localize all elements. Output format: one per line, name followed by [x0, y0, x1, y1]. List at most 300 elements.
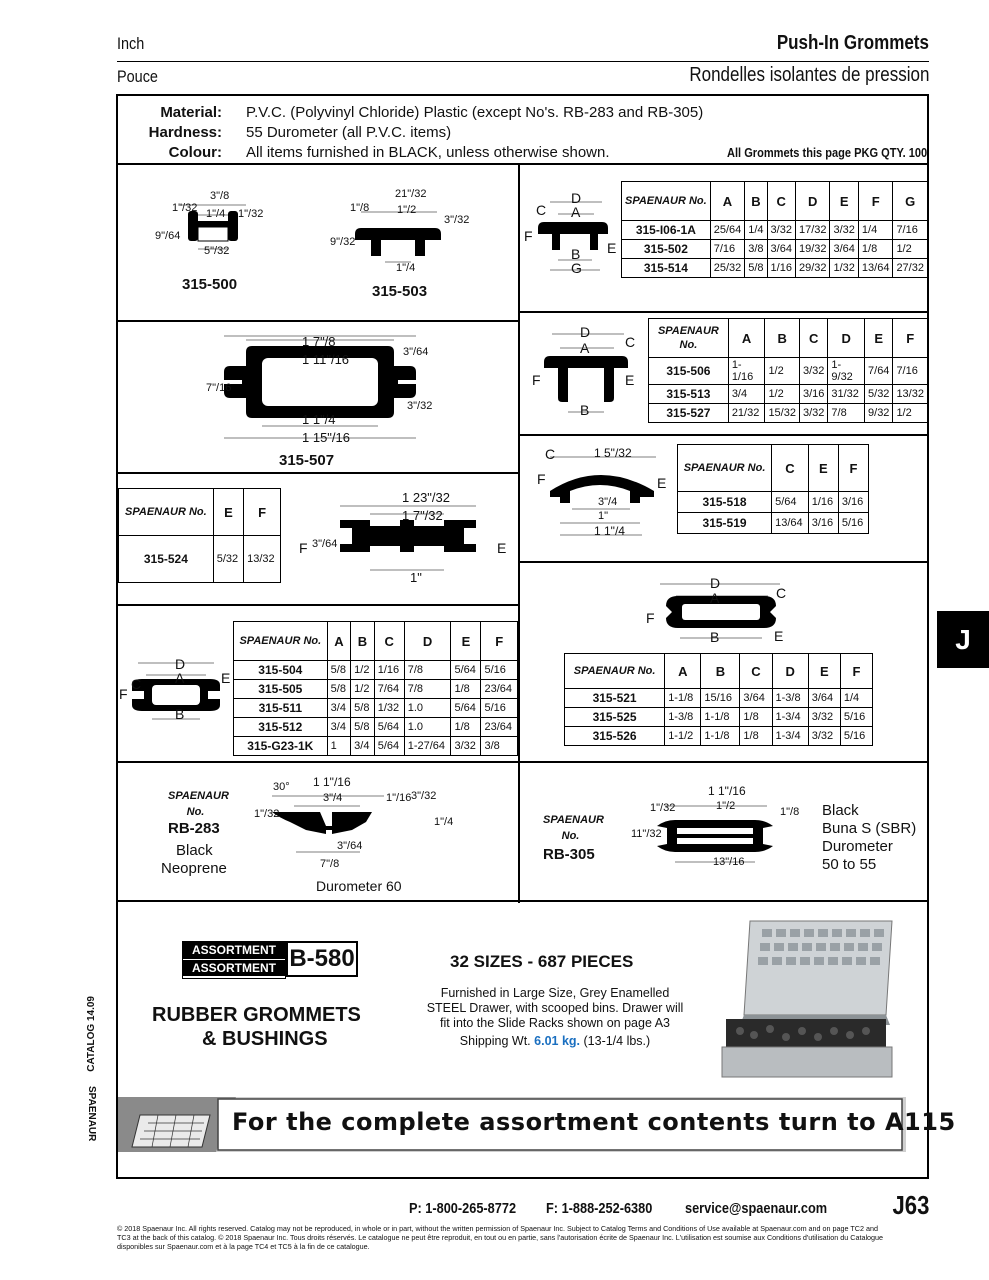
col-f: F: [838, 445, 868, 492]
table-row: [234, 718, 518, 737]
dim-letter: D: [175, 656, 186, 672]
spec-value-cell: 3/32: [799, 404, 827, 423]
spec-value-cell: 3/64: [740, 689, 772, 708]
divider: [116, 604, 520, 606]
spec-value-cell: 3/8: [481, 737, 518, 756]
col-e: E: [451, 622, 481, 661]
col-c: C: [740, 654, 772, 689]
footer-email[interactable]: service@spaenaur.com: [685, 1200, 828, 1217]
assortment-desc-3: fit into the Slide Racks shown on page A3: [439, 1016, 670, 1030]
spec-value-cell: 3/32: [767, 221, 795, 240]
spec-value-cell: 3/32: [799, 358, 827, 385]
spec-value-cell: 9/32: [865, 404, 893, 423]
spec-value-cell: 1/2: [765, 385, 800, 404]
dim-label: 1"/32: [254, 808, 280, 820]
dim-letter: E: [497, 540, 507, 556]
dim-letter: A: [710, 590, 720, 606]
rb283-colour: Black: [176, 842, 213, 859]
dim-label: 11"/32: [631, 828, 662, 840]
spec-value-cell: 25/32: [710, 259, 745, 278]
table-row: [649, 385, 928, 404]
dim-letter: F: [532, 372, 541, 388]
spec-value-cell: 1/16: [808, 492, 838, 513]
table-row: [649, 358, 928, 385]
footer-fax: F: 1-888-252-6380: [546, 1200, 653, 1217]
dim-label: 1"/2: [716, 800, 736, 812]
col-b: B: [351, 622, 375, 661]
dim-label: 1"/32: [650, 802, 676, 814]
dim-label: 1 11"/16: [302, 352, 350, 367]
table-row: [622, 259, 928, 278]
assortment-code: B-580: [286, 941, 358, 977]
shipping-lbs: (13-1/4 lbs.): [583, 1034, 651, 1048]
spec-value-cell: 1/8: [858, 240, 893, 259]
dim-label: 1 1"/4: [302, 412, 336, 427]
spec-value-cell: 1-3/8: [665, 708, 701, 727]
dim-letter: E: [221, 670, 231, 686]
spec-value-cell: 7/8: [404, 680, 451, 699]
rb283-sp-label: SPAENAUR No.: [168, 790, 229, 818]
col-f: F: [244, 489, 281, 536]
part-number-cell: 315-525: [565, 708, 665, 727]
dim-letter: E: [607, 240, 617, 256]
col-no: SPAENAUR No.: [678, 445, 772, 492]
spec-value-cell: 19/32: [795, 240, 830, 259]
part-number-cell: 315-506: [649, 358, 729, 385]
spec-value-cell: 7/64: [865, 358, 893, 385]
spec-value-cell: 5/16: [481, 661, 518, 680]
drawer-photo: [720, 915, 900, 1080]
dim-letter: A: [175, 670, 185, 686]
spec-value-cell: 13/64: [772, 513, 809, 534]
table-row: [565, 689, 873, 708]
dim-label: 1"/8: [350, 202, 370, 214]
spec-value-cell: 5/8: [745, 259, 767, 278]
dim-letter: D: [710, 575, 721, 591]
part-number-cell: 315-511: [234, 699, 328, 718]
col-d: D: [828, 319, 865, 358]
table-row: [234, 661, 518, 680]
rb283-durometer: Durometer 60: [316, 878, 402, 894]
dim-letter: F: [524, 228, 533, 244]
spec-value-cell: 1/32: [830, 259, 858, 278]
spec-value-cell: 13/64: [858, 259, 893, 278]
spec-value-cell: 1/32: [374, 699, 404, 718]
assortment-title-2: & BUSHINGS: [202, 1028, 328, 1050]
page-number: J63: [892, 1190, 929, 1220]
caption-315-507: 315-507: [279, 452, 335, 469]
assortment-desc-2: STEEL Drawer, with scooped bins. Drawer will: [426, 1001, 684, 1015]
spec-value-cell: 5/64: [374, 737, 404, 756]
dim-label: 1 1"/16: [708, 784, 746, 798]
dim-letter: F: [646, 610, 655, 626]
spec-value-cell: 3/64: [830, 240, 858, 259]
table-row: [565, 708, 873, 727]
spec-value-cell: 3/16: [838, 492, 868, 513]
spec-value-cell: 1/2: [893, 404, 928, 423]
dim-label: 1 15"/16: [302, 430, 350, 445]
spec-value-cell: 5/64: [451, 699, 481, 718]
hardness-label: Hardness:: [148, 124, 222, 141]
dim-label: 1 7"/32: [402, 508, 443, 523]
spec-value-cell: 1-3/4: [772, 708, 808, 727]
spec-value-cell: 21/32: [728, 404, 765, 423]
table-315-518: [677, 444, 869, 534]
divider: [116, 900, 929, 902]
assortment-desc-1: Furnished in Large Size, Grey Enamelled: [440, 986, 670, 1000]
col-no: SPAENAUR No.: [119, 489, 214, 536]
spec-value-cell: 1-3/8: [772, 689, 808, 708]
dim-label: 3"/64: [337, 840, 363, 852]
rb283-material: Neoprene: [161, 860, 227, 877]
col-a: A: [327, 622, 351, 661]
divider: [116, 320, 520, 322]
spec-value-cell: 1/2: [893, 240, 928, 259]
dim-label: 7"/16: [206, 382, 232, 394]
assortment-label-1: ASSORTMENT: [183, 942, 285, 959]
col-e: E: [830, 182, 858, 221]
spec-value-cell: 1-1/2: [665, 727, 701, 746]
dim-letter: F: [537, 471, 546, 487]
dim-label: 3"/8: [210, 190, 230, 202]
spec-value-cell: 1/2: [351, 680, 375, 699]
table-315-506: [648, 318, 928, 423]
dim-letter: C: [776, 585, 787, 601]
spec-value-cell: 1-1/8: [701, 727, 740, 746]
divider: [518, 561, 929, 563]
rb305-material: Buna S (SBR): [822, 820, 917, 837]
spec-value-cell: 23/64: [481, 680, 518, 699]
spec-value-cell: 29/32: [795, 259, 830, 278]
part-number-cell: 315-505: [234, 680, 328, 699]
spec-value-cell: 15/16: [701, 689, 740, 708]
dim-letter: G: [571, 260, 582, 276]
spec-value-cell: 1/8: [451, 718, 481, 737]
rb305-part: RB-305: [543, 846, 595, 863]
spec-value-cell: 7/8: [404, 661, 451, 680]
table-row: [622, 240, 928, 259]
header-rule: [117, 61, 929, 62]
dim-label: 1 23"/32: [402, 490, 450, 505]
shipping-prefix: Shipping Wt.: [459, 1034, 531, 1048]
header-pouce: Pouce: [117, 67, 158, 86]
dim-label: 7"/8: [320, 858, 340, 870]
assortment-badge: [182, 941, 286, 979]
dim-letter: C: [545, 446, 556, 462]
rb283-drawing: [260, 790, 440, 870]
spec-value-cell: 7/16: [893, 358, 928, 385]
part-number-cell: 315-526: [565, 727, 665, 746]
spec-value-cell: 1.0: [404, 718, 451, 737]
table-506a-body: [622, 221, 928, 278]
dim-letter: A: [571, 204, 581, 220]
table-row: [234, 737, 518, 756]
dim-label: 1 7"/8: [302, 334, 336, 349]
banner-text: For the complete assortment contents turn to A115: [232, 1108, 956, 1136]
col-d: D: [795, 182, 830, 221]
table-row: [649, 404, 928, 423]
divider: [116, 761, 929, 763]
col-no: SPAENAUR No.: [234, 622, 328, 661]
material-label: Material:: [160, 104, 222, 121]
spec-value-cell: 5/8: [351, 699, 375, 718]
part-number-cell: 315-504: [234, 661, 328, 680]
table-521-body: [565, 689, 873, 746]
part-number-cell: 315-524: [119, 536, 214, 583]
part-number-cell: 315-G23-1K: [234, 737, 328, 756]
col-c: C: [767, 182, 795, 221]
table-524-body: [119, 536, 281, 583]
part-number-cell: 315-I06-1A: [622, 221, 711, 240]
part-number-cell: 315-527: [649, 404, 729, 423]
assortment-label-2: ASSORTMENT: [183, 960, 285, 976]
col-f: F: [481, 622, 518, 661]
divider: [116, 163, 929, 165]
spec-value-cell: 5/8: [327, 680, 351, 699]
dim-letter: F: [119, 686, 128, 702]
col-no: SPAENAUR No.: [622, 182, 711, 221]
spec-value-cell: 5/64: [374, 718, 404, 737]
shipping-kg: 6.01 kg.: [534, 1034, 581, 1048]
header-title: Push-In Grommets: [776, 32, 929, 54]
col-no: SPAENAUR No.: [565, 654, 665, 689]
table-315-521: [564, 653, 873, 746]
dim-label: 1"/4: [206, 208, 226, 220]
col-b: B: [765, 319, 800, 358]
spec-value-cell: 15/32: [765, 404, 800, 423]
dim-label: 30°: [273, 781, 290, 793]
dim-label: 1"/4: [396, 262, 416, 274]
spec-value-cell: 5/32: [865, 385, 893, 404]
spec-value-cell: 3/32: [451, 737, 481, 756]
spec-value-cell: 7/16: [893, 221, 928, 240]
spec-value-cell: 1/8: [740, 727, 772, 746]
spec-value-cell: 1/8: [451, 680, 481, 699]
dim-label: 5"/32: [204, 245, 230, 257]
dim-label: 3"/32: [444, 214, 470, 226]
col-d: D: [404, 622, 451, 661]
col-d: D: [772, 654, 808, 689]
spec-value-cell: 5/16: [840, 727, 872, 746]
caption-315-500: 315-500: [182, 276, 238, 293]
spec-value-cell: 5/16: [840, 708, 872, 727]
spec-value-cell: 1/4: [745, 221, 767, 240]
part-number-cell: 315-502: [622, 240, 711, 259]
dim-letter: C: [625, 334, 636, 350]
spec-value-cell: 3/8: [745, 240, 767, 259]
divider: [518, 163, 520, 903]
dim-label: 3"/32: [411, 790, 437, 802]
spec-value-cell: 1: [327, 737, 351, 756]
side-catalog: CATALOG 14.09: [86, 996, 97, 1072]
table-315-506a: [621, 181, 928, 278]
part-number-cell: 315-514: [622, 259, 711, 278]
table-315-504: [233, 621, 518, 756]
dim-letter: D: [580, 324, 591, 340]
spec-value-cell: 5/16: [838, 513, 868, 534]
dim-label: 3"/64: [312, 538, 338, 550]
dim-letter: E: [657, 475, 667, 491]
table-row: [234, 699, 518, 718]
rb305-colour: Black: [822, 802, 859, 819]
dim-label: 1"/2: [397, 204, 417, 216]
table-row: [678, 492, 869, 513]
dim-label: 9"/64: [155, 230, 181, 242]
dim-label: 13"/16: [713, 856, 745, 868]
spec-value-cell: 7/64: [374, 680, 404, 699]
spec-value-cell: 1-1/8: [701, 708, 740, 727]
spec-value-cell: 3/4: [351, 737, 375, 756]
spec-value-cell: 1-1/8: [665, 689, 701, 708]
dim-label: 1"/32: [238, 208, 264, 220]
dim-label: 1 1"/16: [313, 775, 351, 789]
col-c: C: [799, 319, 827, 358]
spec-value-cell: 17/32: [795, 221, 830, 240]
rb305-sp-label: SPAENAUR No.: [543, 814, 604, 842]
rb305-durometer-value: 50 to 55: [822, 856, 877, 873]
spec-value-cell: 1/2: [765, 358, 800, 385]
spec-value-cell: 1/8: [740, 708, 772, 727]
dim-label: 1"/16: [386, 792, 412, 804]
col-e: E: [213, 489, 243, 536]
footer-legal: [117, 1224, 932, 1251]
dim-label: 1": [410, 570, 422, 585]
table-504-body: [234, 661, 518, 756]
dim-label: 9"/32: [330, 236, 356, 248]
col-a: A: [710, 182, 745, 221]
spec-value-cell: 1/4: [840, 689, 872, 708]
dim-letter: C: [536, 202, 547, 218]
legal-line: © 2018 Spaenaur Inc. All rights reserved. Catalog may not be reproduced, in whole or in part, without the written permission of Spaenaur Inc. Subject to Catalog Terms and Conditions of Use available at Spaenaur.com and on page TC2 and: [117, 1224, 878, 1233]
col-no: SPAENAUR No.: [649, 319, 729, 358]
dim-letter: D: [571, 190, 582, 206]
dim-letter: B: [580, 402, 590, 418]
spec-value-cell: 5/32: [213, 536, 243, 583]
footer-phone: P: 1-800-265-8772: [409, 1200, 517, 1217]
section-tab-j[interactable]: J: [937, 611, 989, 668]
col-b: B: [701, 654, 740, 689]
table-506-body: [649, 358, 928, 423]
dim-label: 3"/4: [598, 496, 618, 508]
spec-value-cell: 3/4: [327, 718, 351, 737]
spec-value-cell: 5/8: [351, 718, 375, 737]
dim-letter: B: [710, 629, 720, 645]
spec-value-cell: 3/64: [767, 240, 795, 259]
spec-value-cell: 1/4: [858, 221, 893, 240]
col-f: F: [840, 654, 872, 689]
col-a: A: [728, 319, 765, 358]
hardness-value: 55 Durometer (all P.V.C. items): [246, 124, 452, 141]
table-315-524: [118, 488, 281, 583]
pkg-note: All Grommets this page PKG QTY. 100: [727, 145, 928, 160]
spec-value-cell: 1/16: [767, 259, 795, 278]
col-b: B: [745, 182, 767, 221]
divider: [518, 434, 929, 436]
spec-value-cell: 1/16: [374, 661, 404, 680]
dim-letter: A: [580, 340, 590, 356]
spec-value-cell: 1-3/4: [772, 727, 808, 746]
col-a: A: [665, 654, 701, 689]
rb283-part: RB-283: [168, 820, 220, 837]
col-c: C: [772, 445, 809, 492]
spec-value-cell: 5/64: [451, 661, 481, 680]
spec-value-cell: 23/64: [481, 718, 518, 737]
spec-value-cell: 1.0: [404, 699, 451, 718]
assortment-title-1: RUBBER GROMMETS: [152, 1004, 361, 1026]
rb305-durometer-label: Durometer: [822, 838, 893, 855]
part-number-cell: 315-519: [678, 513, 772, 534]
spec-value-cell: 1-1/16: [728, 358, 765, 385]
divider: [518, 311, 929, 313]
caption-315-503: 315-503: [372, 283, 428, 300]
legal-line: disponibles sur Spaenaur.com et à la page TC4 et TC5 à la fin de ce catalogue.: [117, 1242, 370, 1251]
part-number-cell: 315-518: [678, 492, 772, 513]
col-c: C: [374, 622, 404, 661]
dim-letter: E: [625, 372, 635, 388]
table-row: [622, 221, 928, 240]
spec-value-cell: 27/32: [893, 259, 928, 278]
dim-label: 1"/8: [780, 806, 800, 818]
dim-label: 1"/32: [172, 202, 198, 214]
col-f: F: [893, 319, 928, 358]
dim-label: 1"/4: [434, 816, 454, 828]
dim-label: 21"/32: [395, 188, 427, 200]
dim-label: 3"/64: [403, 346, 429, 358]
spec-value-cell: 1/2: [351, 661, 375, 680]
dim-letter: B: [571, 246, 581, 262]
assortment-sizes: 32 SIZES - 687 PIECES: [450, 952, 634, 971]
spec-value-cell: 7/16: [710, 240, 745, 259]
spec-value-cell: 3/32: [830, 221, 858, 240]
side-brand: SPAENAUR: [86, 1086, 97, 1142]
spec-value-cell: 5/64: [772, 492, 809, 513]
spec-value-cell: 7/8: [828, 404, 865, 423]
part-number-cell: 315-513: [649, 385, 729, 404]
colour-label: Colour:: [168, 144, 222, 161]
col-e: E: [808, 654, 840, 689]
dim-letter: E: [774, 628, 784, 644]
table-row: [565, 727, 873, 746]
spec-value-cell: 1-9/32: [828, 358, 865, 385]
material-value: P.V.C. (Polyvinyl Chloride) Plastic (except No's. RB-283 and RB-305): [246, 104, 704, 121]
spec-value-cell: 3/4: [327, 699, 351, 718]
spec-value-cell: 3/32: [808, 708, 840, 727]
col-e: E: [865, 319, 893, 358]
spec-value-cell: 3/16: [808, 513, 838, 534]
col-g: G: [893, 182, 928, 221]
col-f: F: [858, 182, 893, 221]
dim-letter: C: [131, 676, 142, 692]
spec-value-cell: 5/8: [327, 661, 351, 680]
dim-letter: B: [175, 706, 185, 722]
spec-value-cell: 3/64: [808, 689, 840, 708]
dim-label: 3"/32: [407, 400, 433, 412]
table-row: [678, 513, 869, 534]
dim-label: 1 1"/4: [594, 524, 625, 538]
header-inch: Inch: [117, 34, 145, 53]
spec-value-cell: 3/4: [728, 385, 765, 404]
table-row: [234, 680, 518, 699]
spec-value-cell: 13/32: [893, 385, 928, 404]
spec-value-cell: 25/64: [710, 221, 745, 240]
table-row: [119, 536, 281, 583]
dim-label: 3"/4: [323, 792, 343, 804]
spec-value-cell: 5/16: [481, 699, 518, 718]
part-number-cell: 315-512: [234, 718, 328, 737]
part-number-cell: 315-521: [565, 689, 665, 708]
spec-value-cell: 3/16: [799, 385, 827, 404]
dim-label: 1": [598, 510, 609, 522]
